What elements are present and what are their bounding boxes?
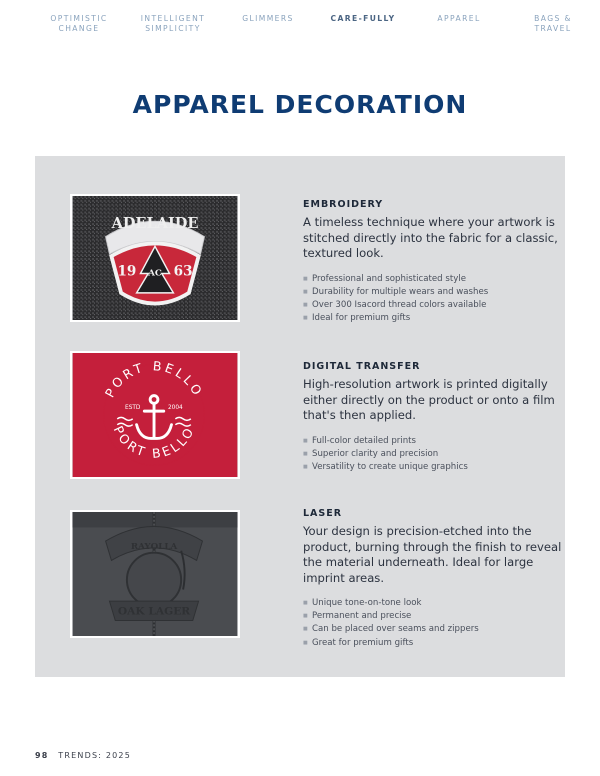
- page-number: 98: [35, 751, 49, 760]
- list-item: ■ Can be placed over seams and zippers: [303, 623, 563, 636]
- nav-item-glimmers[interactable]: [237, 14, 299, 24]
- nav-item-optimistic-change[interactable]: [48, 14, 110, 33]
- nav-item-bags-travel[interactable]: [527, 14, 579, 33]
- image-text-port-bello-bottom: PORT BELLO: [110, 423, 198, 461]
- nav-label-line1: OPTIMISTIC: [50, 14, 108, 23]
- nav-item-care-fully[interactable]: [328, 14, 398, 24]
- image-text-adelaide: ADELAIDE: [111, 214, 199, 232]
- image-text-oak-lager: OAK LAGER: [117, 604, 191, 618]
- laser-section: [303, 508, 563, 650]
- nav-label-line1: INTELLIGENT: [140, 14, 206, 23]
- feature-list: [303, 273, 563, 326]
- image-text-2004: 2004: [167, 405, 183, 412]
- list-item: ■ Over 300 Isacord thread colors available: [303, 299, 563, 312]
- image-text-estd: ESTD: [125, 405, 141, 412]
- top-navigation: [0, 14, 600, 38]
- image-text-port-bello-top: PORT BELLO: [101, 358, 207, 400]
- list-item: ■ Ideal for premium gifts: [303, 312, 563, 325]
- section-heading: LASER: [303, 508, 343, 519]
- list-item: ■ Unique tone-on-tone look: [303, 597, 563, 610]
- digital-transfer-image: [70, 351, 240, 479]
- nav-label-line2: SIMPLICITY: [145, 23, 201, 33]
- nav-item-apparel[interactable]: [430, 14, 488, 24]
- page-title: APPAREL DECORATION: [132, 90, 468, 119]
- laser-image: [70, 510, 240, 638]
- nav-label-line2: TRAVEL: [534, 23, 572, 33]
- nav-item-intelligent-simplicity[interactable]: [137, 14, 209, 33]
- list-item: ■ Durability for multiple wears and washes: [303, 286, 563, 299]
- list-item: ■ Full-color detailed prints: [303, 435, 563, 448]
- list-item: ■ Versatility to create unique graphics: [303, 461, 563, 474]
- section-description: Your design is precision-etched into the product, burning through the finish to reveal the material underneath. Ideal for large imprint areas.: [303, 524, 562, 585]
- page-footer: [35, 751, 131, 760]
- embroidery-section: [303, 199, 563, 325]
- nav-label-line2: CHANGE: [58, 23, 100, 33]
- decoration-panel: [35, 156, 565, 677]
- nav-label-line1: APPAREL: [437, 14, 481, 23]
- image-text-rayolla: RAYOLLA: [130, 541, 178, 552]
- section-description: High-resolution artwork is printed digitally either directly on the product or onto a film that's then applied.: [303, 377, 555, 422]
- list-item: ■ Permanent and precise: [303, 610, 563, 623]
- list-item: ■ Professional and sophisticated style: [303, 273, 563, 286]
- embroidery-image: [70, 194, 240, 322]
- feature-list: [303, 435, 563, 475]
- list-item: ■ Superior clarity and precision: [303, 448, 563, 461]
- image-text-ac: AC: [148, 268, 162, 279]
- feature-list: [303, 597, 563, 650]
- nav-label-line1: GLIMMERS: [242, 14, 294, 23]
- image-text-63: 63: [173, 263, 193, 280]
- nav-label-line1: BAGS &: [534, 14, 572, 23]
- section-heading: EMBROIDERY: [303, 199, 384, 210]
- section-heading: DIGITAL TRANSFER: [303, 361, 421, 372]
- digital-transfer-section: [303, 361, 563, 474]
- section-description: A timeless technique where your artwork is stitched directly into the fabric for a classic, textured look.: [303, 215, 558, 260]
- list-item: ■ Great for premium gifts: [303, 637, 563, 650]
- footer-label: TRENDS: 2025: [58, 751, 132, 760]
- image-text-19: 19: [117, 263, 137, 280]
- nav-label-line1: CARE-FULLY: [330, 14, 396, 23]
